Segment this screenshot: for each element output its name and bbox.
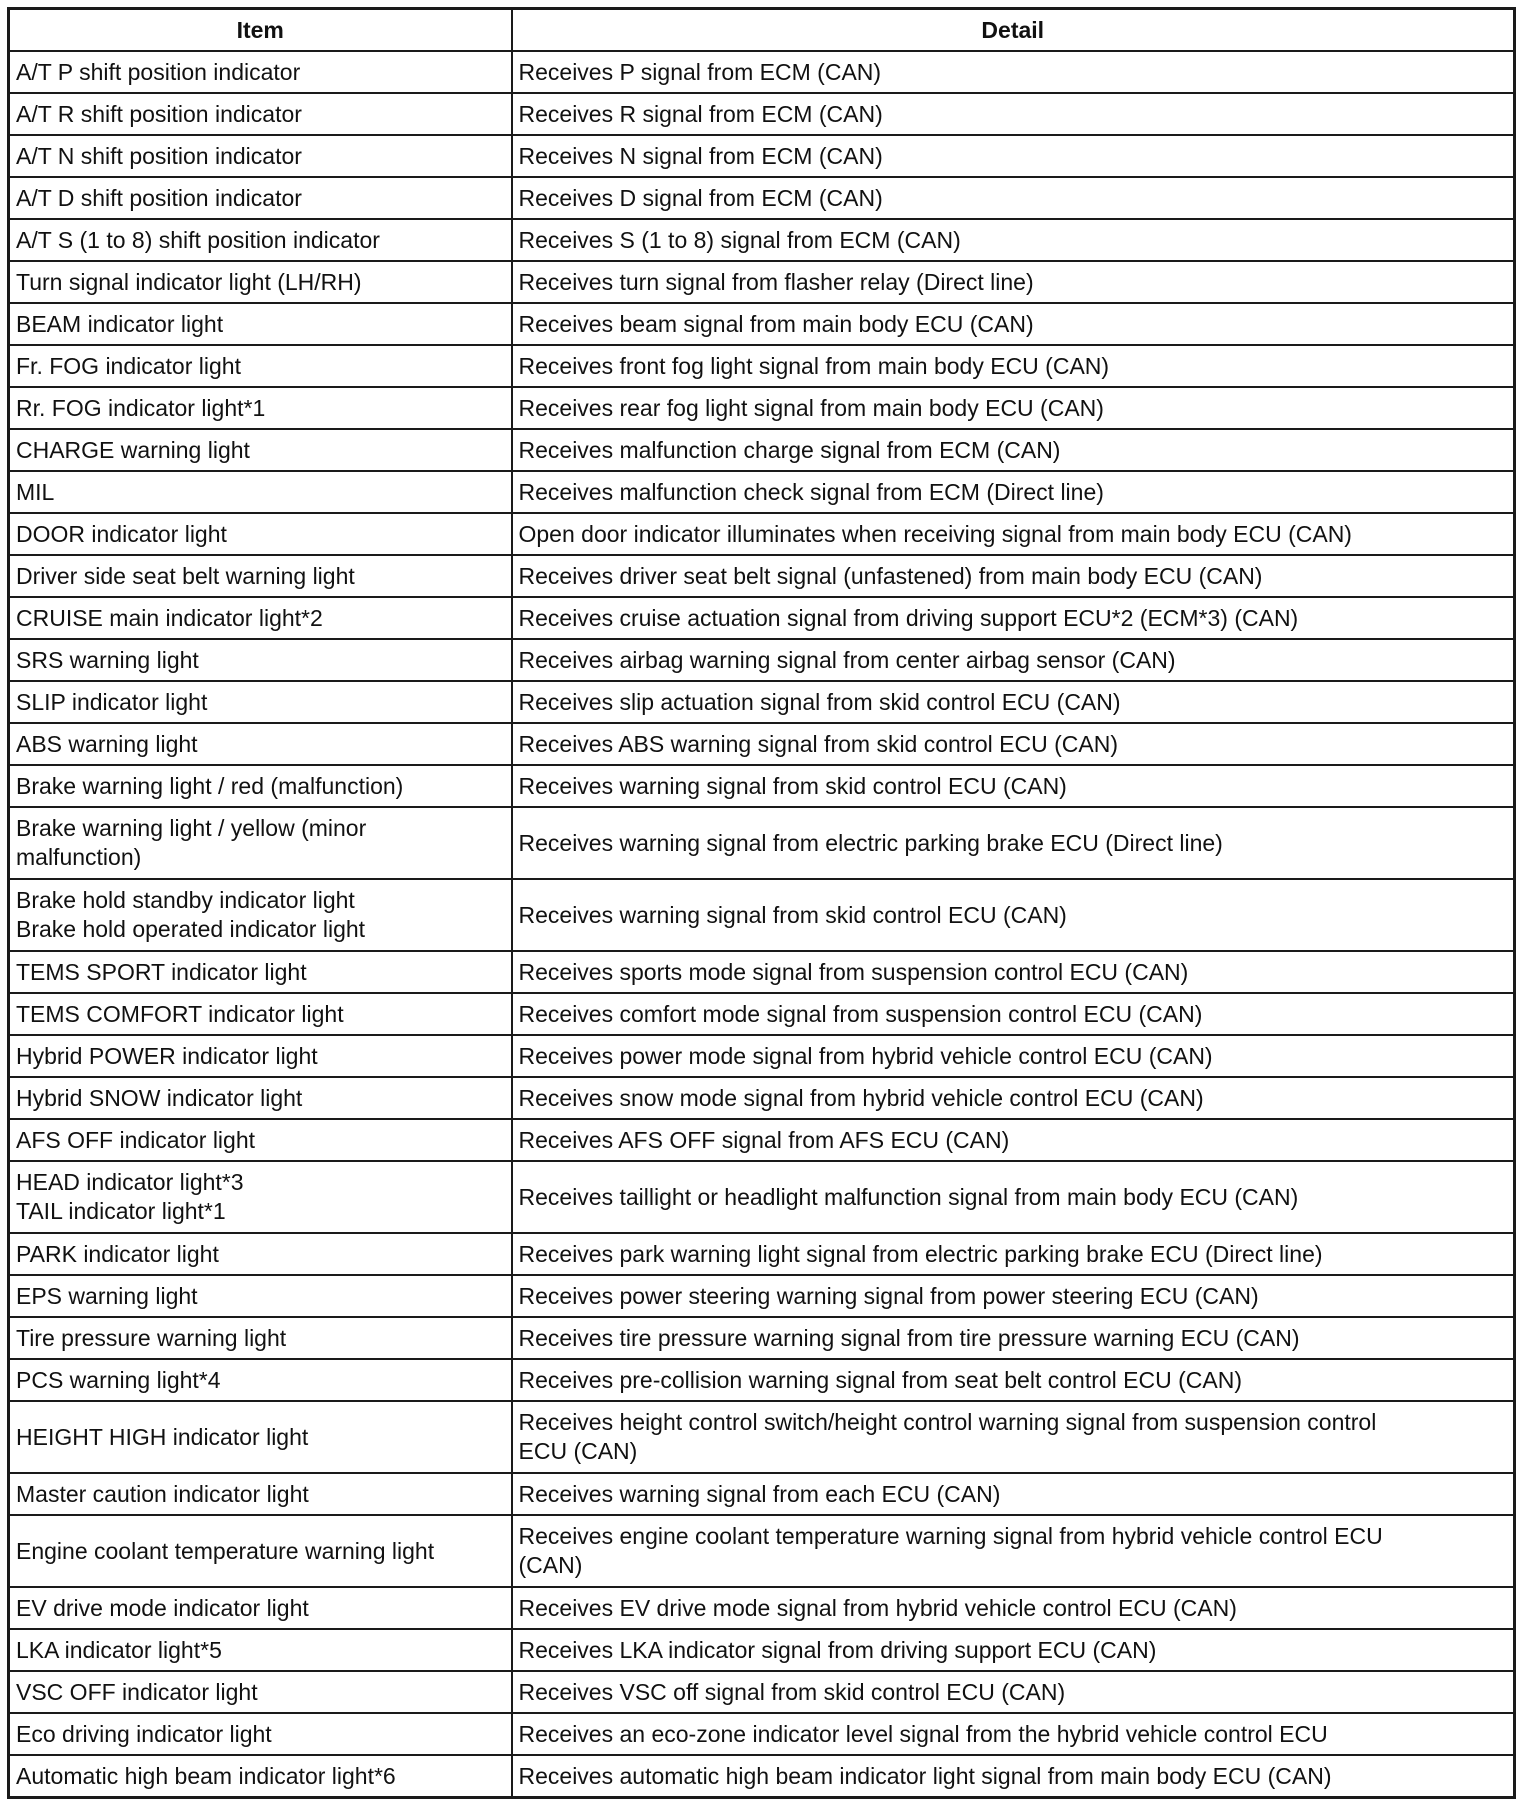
item-cell bbox=[9, 471, 512, 513]
detail-cell bbox=[512, 1473, 1515, 1515]
detail-text: Receives slip actuation signal from skid control ECU (CAN) bbox=[518, 688, 1121, 715]
header-detail: Detail bbox=[512, 9, 1515, 52]
detail-cell bbox=[512, 387, 1515, 429]
detail-text: Receives cruise actuation signal from driving support ECU*2 (ECM*3) (CAN) bbox=[518, 604, 1299, 631]
item-cell bbox=[9, 1401, 512, 1473]
table-row bbox=[9, 1119, 1515, 1161]
item-cell bbox=[9, 1317, 512, 1359]
detail-cell bbox=[512, 1317, 1515, 1359]
item-text: A/T N shift position indicator bbox=[16, 142, 302, 169]
detail-cell bbox=[512, 135, 1515, 177]
detail-cell bbox=[512, 1401, 1515, 1473]
item-text: Engine coolant temperature warning light bbox=[16, 1537, 435, 1564]
table-row bbox=[9, 555, 1515, 597]
detail-cell bbox=[512, 513, 1515, 555]
item-text: BEAM indicator light bbox=[16, 310, 224, 337]
detail-cell bbox=[512, 51, 1515, 93]
item-cell bbox=[9, 639, 512, 681]
detail-text: Receives driver seat belt signal (unfastened) from main body ECU (CAN) bbox=[518, 562, 1263, 589]
item-text: CHARGE warning light bbox=[16, 436, 250, 463]
table-row bbox=[9, 1275, 1515, 1317]
detail-text: Receives LKA indicator signal from driving support ECU (CAN) bbox=[518, 1636, 1157, 1663]
detail-text: Receives N signal from ECM (CAN) bbox=[518, 142, 883, 169]
table-row bbox=[9, 807, 1515, 879]
table-row bbox=[9, 1233, 1515, 1275]
detail-cell bbox=[512, 597, 1515, 639]
detail-text: Receives height control switch/height control warning signal from suspension control bbox=[518, 1409, 1377, 1435]
detail-cell bbox=[512, 555, 1515, 597]
detail-text: Receives pre-collision warning signal from seat belt control ECU (CAN) bbox=[518, 1366, 1242, 1393]
item-cell bbox=[9, 1671, 512, 1713]
table-body bbox=[9, 51, 1515, 1798]
item-cell bbox=[9, 345, 512, 387]
detail-text: Receives P signal from ECM (CAN) bbox=[518, 58, 882, 85]
header-item: Item bbox=[9, 9, 512, 52]
detail-text: Receives automatic high beam indicator light signal from main body ECU (CAN) bbox=[518, 1762, 1332, 1789]
item-text: Hybrid SNOW indicator light bbox=[16, 1084, 303, 1111]
table-row bbox=[9, 597, 1515, 639]
detail-text: Receives airbag warning signal from center airbag sensor (CAN) bbox=[518, 646, 1176, 673]
table-row bbox=[9, 1671, 1515, 1713]
detail-text: ECU (CAN) bbox=[518, 1438, 638, 1464]
detail-text: Receives warning signal from skid control ECU (CAN) bbox=[518, 901, 1067, 928]
table-row bbox=[9, 993, 1515, 1035]
detail-text: Receives tire pressure warning signal from tire pressure warning ECU (CAN) bbox=[518, 1324, 1300, 1351]
item-text: MIL bbox=[16, 478, 55, 505]
item-cell bbox=[9, 93, 512, 135]
item-cell bbox=[9, 303, 512, 345]
detail-text: Receives malfunction check signal from ECM (Direct line) bbox=[518, 478, 1104, 505]
item-text: Brake hold standby indicator light bbox=[16, 887, 355, 913]
detail-cell bbox=[512, 1275, 1515, 1317]
item-text: A/T R shift position indicator bbox=[16, 100, 302, 127]
item-text: Rr. FOG indicator light*1 bbox=[16, 394, 266, 421]
item-cell bbox=[9, 1275, 512, 1317]
detail-cell bbox=[512, 1119, 1515, 1161]
table-row bbox=[9, 1077, 1515, 1119]
item-text: CRUISE main indicator light*2 bbox=[16, 604, 323, 631]
detail-text: (CAN) bbox=[518, 1552, 583, 1578]
item-cell bbox=[9, 1161, 512, 1233]
table-row bbox=[9, 1473, 1515, 1515]
detail-text: Receives an eco-zone indicator level signal from the hybrid vehicle control ECU bbox=[518, 1720, 1328, 1747]
item-text: SRS warning light bbox=[16, 646, 199, 673]
item-cell bbox=[9, 261, 512, 303]
item-text: ABS warning light bbox=[16, 730, 198, 757]
item-text: Fr. FOG indicator light bbox=[16, 352, 241, 379]
detail-text: Receives D signal from ECM (CAN) bbox=[518, 184, 883, 211]
table-row bbox=[9, 261, 1515, 303]
item-cell bbox=[9, 1359, 512, 1401]
item-text: DOOR indicator light bbox=[16, 520, 227, 547]
detail-text: Receives malfunction charge signal from ECM (CAN) bbox=[518, 436, 1061, 463]
item-text: Master caution indicator light bbox=[16, 1480, 309, 1507]
item-cell bbox=[9, 1587, 512, 1629]
detail-cell bbox=[512, 1077, 1515, 1119]
table-row bbox=[9, 93, 1515, 135]
item-text: Brake hold operated indicator light bbox=[16, 916, 366, 942]
item-text: LKA indicator light*5 bbox=[16, 1636, 222, 1663]
table-row bbox=[9, 387, 1515, 429]
indicator-spec-table bbox=[7, 7, 1516, 1799]
detail-cell bbox=[512, 765, 1515, 807]
detail-text: Receives warning signal from each ECU (CAN) bbox=[518, 1480, 1001, 1507]
item-text: EV drive mode indicator light bbox=[16, 1594, 309, 1621]
item-cell bbox=[9, 765, 512, 807]
item-cell bbox=[9, 681, 512, 723]
table-row bbox=[9, 1587, 1515, 1629]
table-row bbox=[9, 135, 1515, 177]
item-cell bbox=[9, 1473, 512, 1515]
detail-text: Receives sports mode signal from suspension control ECU (CAN) bbox=[518, 958, 1189, 985]
detail-cell bbox=[512, 1629, 1515, 1671]
detail-text: Receives comfort mode signal from suspension control ECU (CAN) bbox=[518, 1000, 1203, 1027]
item-text: EPS warning light bbox=[16, 1282, 198, 1309]
item-cell bbox=[9, 1119, 512, 1161]
item-text: AFS OFF indicator light bbox=[16, 1126, 256, 1153]
detail-text: Receives rear fog light signal from main body ECU (CAN) bbox=[518, 394, 1104, 421]
header-row bbox=[9, 9, 1515, 52]
item-cell bbox=[9, 1077, 512, 1119]
item-cell bbox=[9, 993, 512, 1035]
detail-text: Open door indicator illuminates when receiving signal from main body ECU (CAN) bbox=[518, 520, 1352, 547]
item-cell bbox=[9, 1035, 512, 1077]
detail-cell bbox=[512, 177, 1515, 219]
table-row bbox=[9, 1359, 1515, 1401]
table-row bbox=[9, 471, 1515, 513]
detail-cell bbox=[512, 1755, 1515, 1798]
detail-cell bbox=[512, 1587, 1515, 1629]
detail-text: Receives S (1 to 8) signal from ECM (CAN) bbox=[518, 226, 961, 253]
detail-text: Receives taillight or headlight malfunction signal from main body ECU (CAN) bbox=[518, 1183, 1299, 1210]
item-text: VSC OFF indicator light bbox=[16, 1678, 258, 1705]
detail-text: Receives snow mode signal from hybrid vehicle control ECU (CAN) bbox=[518, 1084, 1204, 1111]
detail-text: Receives engine coolant temperature warning signal from hybrid vehicle control ECU bbox=[518, 1523, 1383, 1549]
item-text: A/T D shift position indicator bbox=[16, 184, 302, 211]
table-row bbox=[9, 1713, 1515, 1755]
item-cell bbox=[9, 555, 512, 597]
item-cell bbox=[9, 879, 512, 951]
item-cell bbox=[9, 219, 512, 261]
item-text: Turn signal indicator light (LH/RH) bbox=[16, 268, 362, 295]
table-row bbox=[9, 1629, 1515, 1671]
detail-cell bbox=[512, 345, 1515, 387]
detail-cell bbox=[512, 681, 1515, 723]
table-row bbox=[9, 681, 1515, 723]
detail-cell bbox=[512, 471, 1515, 513]
item-cell bbox=[9, 51, 512, 93]
detail-text: Receives ABS warning signal from skid control ECU (CAN) bbox=[518, 730, 1118, 757]
detail-cell bbox=[512, 723, 1515, 765]
detail-cell bbox=[512, 93, 1515, 135]
table-row bbox=[9, 1515, 1515, 1587]
item-cell bbox=[9, 387, 512, 429]
document-page bbox=[7, 7, 1513, 1799]
item-text: Hybrid POWER indicator light bbox=[16, 1042, 318, 1069]
table-row bbox=[9, 1161, 1515, 1233]
item-text: Brake warning light / red (malfunction) bbox=[16, 772, 404, 799]
detail-text: Receives warning signal from skid control ECU (CAN) bbox=[518, 772, 1067, 799]
item-cell bbox=[9, 1629, 512, 1671]
item-cell bbox=[9, 429, 512, 471]
detail-cell bbox=[512, 429, 1515, 471]
detail-cell bbox=[512, 1161, 1515, 1233]
table-row bbox=[9, 513, 1515, 555]
detail-cell bbox=[512, 303, 1515, 345]
table-row bbox=[9, 1401, 1515, 1473]
detail-cell bbox=[512, 1035, 1515, 1077]
table-row bbox=[9, 429, 1515, 471]
item-cell bbox=[9, 597, 512, 639]
item-text: Tire pressure warning light bbox=[16, 1324, 287, 1351]
detail-text: Receives front fog light signal from main body ECU (CAN) bbox=[518, 352, 1110, 379]
detail-text: Receives beam signal from main body ECU (CAN) bbox=[518, 310, 1034, 337]
detail-cell bbox=[512, 1359, 1515, 1401]
detail-text: Receives park warning light signal from electric parking brake ECU (Direct line) bbox=[518, 1240, 1323, 1267]
item-text: PARK indicator light bbox=[16, 1240, 219, 1267]
item-text: TEMS SPORT indicator light bbox=[16, 958, 307, 985]
item-text: HEIGHT HIGH indicator light bbox=[16, 1423, 309, 1450]
detail-cell bbox=[512, 1713, 1515, 1755]
table-row bbox=[9, 51, 1515, 93]
item-text: PCS warning light*4 bbox=[16, 1366, 221, 1393]
item-cell bbox=[9, 1515, 512, 1587]
detail-cell bbox=[512, 1515, 1515, 1587]
item-cell bbox=[9, 951, 512, 993]
detail-text: Receives turn signal from flasher relay (Direct line) bbox=[518, 268, 1034, 295]
detail-text: Receives AFS OFF signal from AFS ECU (CAN) bbox=[518, 1126, 1010, 1153]
item-text: SLIP indicator light bbox=[16, 688, 208, 715]
detail-text: Receives VSC off signal from skid control ECU (CAN) bbox=[518, 1678, 1066, 1705]
detail-text: Receives R signal from ECM (CAN) bbox=[518, 100, 883, 127]
item-cell bbox=[9, 135, 512, 177]
table-row bbox=[9, 1755, 1515, 1798]
table-header bbox=[9, 9, 1515, 52]
table-row bbox=[9, 1035, 1515, 1077]
item-text: Brake warning light / yellow (minor bbox=[16, 815, 367, 841]
detail-cell bbox=[512, 1671, 1515, 1713]
table-row bbox=[9, 303, 1515, 345]
item-text: TAIL indicator light*1 bbox=[16, 1198, 226, 1224]
detail-cell bbox=[512, 807, 1515, 879]
table-row bbox=[9, 1317, 1515, 1359]
item-text: HEAD indicator light*3 bbox=[16, 1169, 244, 1195]
detail-cell bbox=[512, 1233, 1515, 1275]
item-text: Eco driving indicator light bbox=[16, 1720, 272, 1747]
item-text: A/T S (1 to 8) shift position indicator bbox=[16, 226, 380, 253]
item-cell bbox=[9, 513, 512, 555]
detail-cell bbox=[512, 993, 1515, 1035]
table-row bbox=[9, 345, 1515, 387]
item-cell bbox=[9, 177, 512, 219]
table-row bbox=[9, 219, 1515, 261]
item-cell bbox=[9, 1233, 512, 1275]
detail-cell bbox=[512, 879, 1515, 951]
detail-cell bbox=[512, 261, 1515, 303]
item-cell bbox=[9, 1755, 512, 1798]
table-row bbox=[9, 879, 1515, 951]
item-cell bbox=[9, 723, 512, 765]
detail-cell bbox=[512, 219, 1515, 261]
table-row bbox=[9, 177, 1515, 219]
item-text: Driver side seat belt warning light bbox=[16, 562, 355, 589]
item-text: A/T P shift position indicator bbox=[16, 58, 301, 85]
detail-text: Receives warning signal from electric parking brake ECU (Direct line) bbox=[518, 829, 1223, 856]
detail-text: Receives power mode signal from hybrid vehicle control ECU (CAN) bbox=[518, 1042, 1213, 1069]
item-text: Automatic high beam indicator light*6 bbox=[16, 1762, 396, 1789]
item-text: malfunction) bbox=[16, 844, 142, 870]
detail-text: Receives EV drive mode signal from hybrid vehicle control ECU (CAN) bbox=[518, 1594, 1237, 1621]
detail-cell bbox=[512, 639, 1515, 681]
table-row bbox=[9, 765, 1515, 807]
table-row bbox=[9, 951, 1515, 993]
detail-text: Receives power steering warning signal from power steering ECU (CAN) bbox=[518, 1282, 1259, 1309]
item-cell bbox=[9, 807, 512, 879]
item-cell bbox=[9, 1713, 512, 1755]
item-text: TEMS COMFORT indicator light bbox=[16, 1000, 344, 1027]
table-row bbox=[9, 723, 1515, 765]
table-row bbox=[9, 639, 1515, 681]
detail-cell bbox=[512, 951, 1515, 993]
